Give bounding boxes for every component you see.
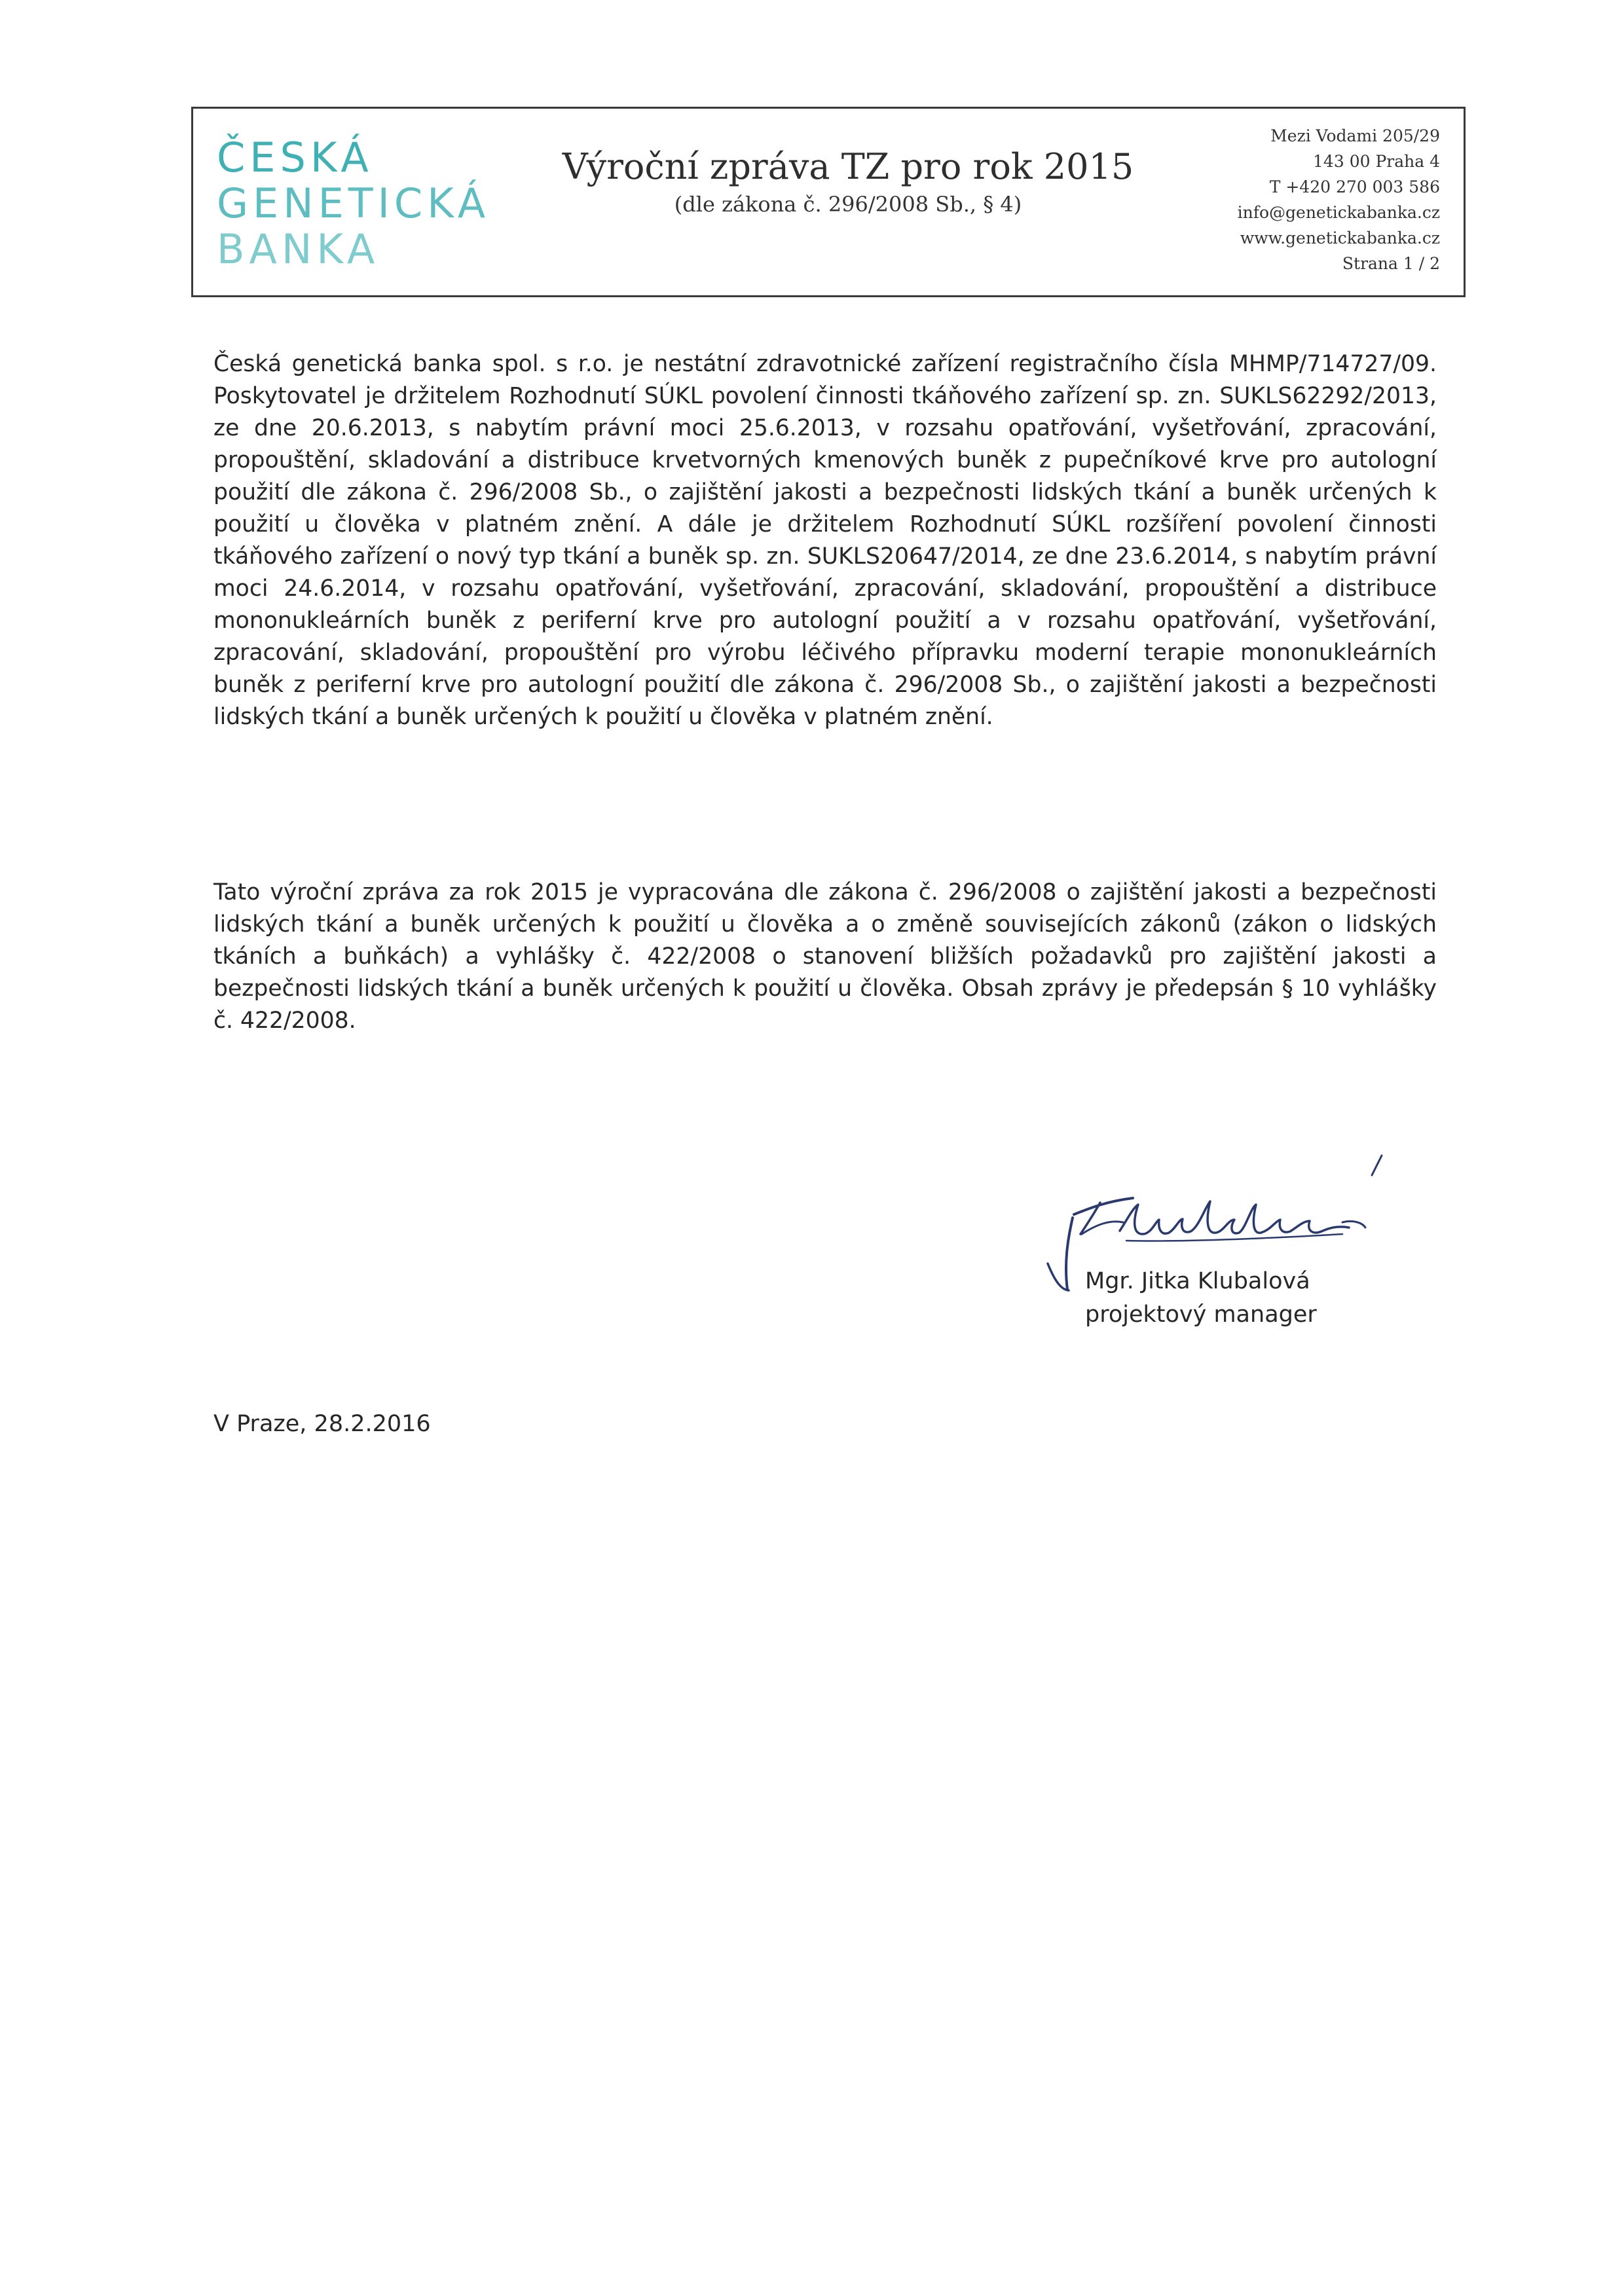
- paragraph-1: Česká genetická banka spol. s r.o. je nestátní zdravotnické zařízení registračního čísla MHMP/714727/09. Poskytovatel je držitelem Rozhodnutí SÚKL povolení činnosti tkáňového zařízení sp. zn. SUKLS62292/2013, ze dne 20.6.2013, s nabytím právní moci 25.6.2013, v rozsahu opatřování, vyšetřování, zpracování, propouštění, skladování a distribuce krvetvorných kmenových buněk z pupečníkové krve pro autologní použití dle zákona č. 296/2008 Sb., o zajištění jakosti a bezpečnosti lidských tkání a buněk určených k použití u člověka v platném znění. A dále je držitelem Rozhodnutí SÚKL rozšíření povolení činnosti tkáňového zařízení o nový typ tkání a buněk sp. zn. SUKLS20647/2014, ze dne 23.6.2014, s nabytím právní moci 24.6.2014, v rozsahu opatřování, vyšetřování, zpracování, skladování, propouštění a distribuce mononukleárních buněk z periferní krve pro autologní použití a v rozsahu opatřování, vyšetřování, zpracování, skladování, propouštění pro výrobu léčivého přípravku moderní terapie mononukleárních buněk z periferní krve pro autologní použití dle zákona č. 296/2008 Sb., o zajištění jakosti a bezpečnosti lidských tkání a buněk určených k použití u člověka v platném znění.: [213, 351, 1437, 730]
- document-title-block: [560, 145, 1136, 219]
- logo-line-2: GENETICKÁ: [217, 179, 490, 227]
- phone-number: T +420 270 003 586: [1269, 177, 1440, 196]
- contact-block: [1238, 123, 1440, 276]
- page-number: Strana 1 / 2: [1342, 254, 1440, 273]
- signatory: [1085, 1265, 1317, 1332]
- email-address: info@genetickabanka.cz: [1237, 203, 1440, 222]
- logo-line-1: ČESKÁ: [217, 134, 373, 181]
- website-address: www.genetickabanka.cz: [1240, 228, 1440, 247]
- company-logo: [217, 135, 490, 272]
- place-and-date: V Praze, 28.2.2016: [213, 1411, 431, 1437]
- document-title: Výroční zpráva TZ pro rok 2015: [562, 146, 1134, 187]
- document-subtitle: (dle zákona č. 296/2008 Sb., § 4): [674, 192, 1022, 217]
- logo-line-3: BANKA: [217, 225, 380, 273]
- paragraph-2: Tato výroční zpráva za rok 2015 je vypracována dle zákona č. 296/2008 o zajištění jakosti a bezpečnosti lidských tkání a buněk určených k použití u člověka a o změně souvisejících zákonů (zákon o lidských tkáních a buňkách) a vyhlášky č. 422/2008 o stanovení bližších požadavků pro zajištění jakosti a bezpečnosti lidských tkání a buněk určených k použití u člověka. Obsah zprávy je předepsán § 10 vyhlášky č. 422/2008.: [213, 879, 1437, 1034]
- signatory-name: Mgr. Jitka Klubalová: [1085, 1268, 1310, 1294]
- address-line-2: 143 00 Praha 4: [1313, 152, 1440, 171]
- address-line-1: Mezi Vodami 205/29: [1270, 126, 1440, 145]
- letterhead: [191, 107, 1466, 297]
- signatory-role: projektový manager: [1085, 1302, 1317, 1328]
